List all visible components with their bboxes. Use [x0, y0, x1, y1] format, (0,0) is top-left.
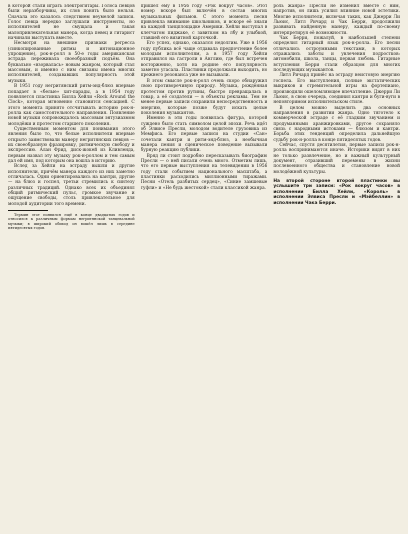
paragraph: роль жанра» Пресли не изменил вместе с ним, напротив, он лишь усилил влияние новой эстетики. Многие исполнители, включая таких, как Джерри Ли Льюис, Литл Ричард и Чак Берри, продолжили развивать найденную манеру, каждый по-своему интерпретируя её возможности.	[273, 4, 401, 36]
paragraph: Чак Берри, пожалуй, в наибольшей степени определил гитарный язык рок-н-ролла. Его песни отличались остроумными текстами, в которых отражались заботы и увлечения подростков: автомобили, школа, танцы, первая любовь. Гитарные вступления Берри стали образцом для многих последующих музыкантов.	[273, 36, 401, 74]
paragraph: Вслед за Хейли на эстраду вышли и другие исполнители, причём манера каждого из них заметно отличалась. Одни ориентировались на кантри, другие — на блюз и госпел, третьи стремились к синтезу различных традиций. Однако всех их объединял общий ритмический пульс, громкое звучание и ощущение свободы, столь привлекательное для молодой аудитории того времени.	[8, 164, 135, 207]
text-column-right	[273, 4, 400, 526]
paragraph: Литл Ричард принёс на эстраду неистовую энергию госпела. Его выступления, полные экстатических выкриков и стремительной игры на фортепиано, производили ошеломляющее впечатление. Джерри Ли Льюис, в свою очередь, соединил кантри и буги-вуги в неповторимом исполнительском стиле.	[273, 73, 401, 106]
book-page	[8, 4, 400, 526]
paragraph: В этом смысле рок-н-ролл очень скоро обнаружил свою противоречивую природу. Музыка, рождённая протестом против рутины, быстро превращалась в товар, а её создатели — в объекты рекламы. Тем не менее первые записи сохранили непосредственность и энергию, которые позже будут искать целые поколения музыкантов.	[140, 78, 268, 116]
paragraph: В целом можно выделить два основных направления в развитии жанра. Одно тяготело к коммерческой эстраде с её гладким звучанием и продуманными аранжировками, другое сохраняло связь с народными истоками — блюзом и кантри. Борьба этих тенденций определила дальнейшую судьбу рок-н-ролла в конце пятидесятых годов.	[273, 105, 401, 143]
text-column-middle	[141, 4, 268, 526]
paragraph: Вряд ли стоит подробно пересказывать биографию Пресли — о ней писали очень много. Отметим лишь, что его первые выступления на телевидении в 1956 году стали событием национального масштаба, а пластинки расходились миллионными тиражами. Песни «Отель разбитых сердец», «Синие замшевые туфли» и «Не будь жестокой» стали классикой жанра.	[140, 153, 268, 191]
paragraph: Его успех, однако, оказался недолгим. Уже в 1956 году публика всё чаще отдавала предпочтение более молодым исполнителям, а в 1957 году Хейли отправился на гастроли в Англию, где был встречен восторженно, хотя на родине его популярность заметно угасала. Пластинки продолжали выходить, но прежнего резонанса уже не вызывали.	[140, 41, 268, 79]
paragraph: Именно в эти годы появилась фигура, которой суждено было стать символом целой эпохи. Речь идёт об Элвисе Пресли, молодом водителе грузовика из Мемфиса. Его первые записи на студии «Сан» сочетали кантри и ритм-энд-блюз, а необычная манера пения и сценическое поведение вызывали бурную реакцию публики.	[140, 116, 268, 154]
footnote-divider	[8, 210, 48, 211]
record-caption: На второй стороне второй пластинки вы услышите три записи: «Рок вокруг часов» в исполнении Билла Хейли, «Король» в исполнении Элвиса Пресли и «Мэйбеллин» в исполнении Чака Берри.	[273, 179, 401, 206]
paragraph: В 1951 году негритянский ритм-энд-блюз впервые попадает в «белые» хит-парады, а в 1954 году появляется пластинка Билла Хейли «Rock Around the Clock», которая мгновенно становится сенсацией. С этого момента принято отсчитывать историю рок-н-ролла как самостоятельного направления. Появление новой музыки сопровождалось массовым энтузиазмом молодёжи и протестом старшего поколения.	[8, 84, 135, 127]
paragraph: в которой стали играть электрогитары. Голоса певцов были неразборчивы, их слов понять было нельзя. Сначала это казалось следствием неумелой записи. Голос певца нередко заглушали инструменты, но исполнителей не смущала и такая малопривлекательная манера, когда певец и гитарист начинали выступать вместе.	[8, 4, 135, 42]
paragraph: пришёл ему в 1956 году «Рок вокруг часов». Этот номер вскоре был включён в состав многих музыкальных фильмов. С этого момента песня привлекла внимание школьников, и вскоре её знали на каждой танцплощадке Америки. Хейли выступал в клетчатом пиджаке, с завитком на лбу и улыбкой, ставшей его визитной карточкой.	[140, 4, 268, 42]
text-column-left	[8, 4, 135, 526]
footnote: Термин этот появился ещё в конце двадцатых годов и относился к различным формам негритянской танцевальной музыки; в широкий обиход он вошёл лишь в середине пятидесятых годов.	[8, 213, 135, 231]
paragraph: Несмотря на внешние признаки регресса (синкопированные ритмы и интонационное упрощение), рок-н-ролл в 50-е годы американская эстрада переживала своеобразный подъём. Она буквально «взорвалась» новым жанром, который стал массовым, и именно с ним связаны имена многих исполнителей, создававших популярность этой музыки.	[8, 41, 135, 84]
paragraph: Существенным моментом для понимания этого явления было то, что белые исполнители впервые открыто заимствовали манеру негритянских певцов — их своеобразную фразировку, ритмическую свободу и экспрессию. Алан Фрид, диск-жокей из Кливленда, первым назвал эту музыку рок-н-роллом и тем самым дал ей имя, под которым она вошла в историю.	[8, 126, 135, 164]
paragraph: Сейчас, спустя десятилетия, первые записи рок-н-ролла воспринимаются иначе. Историки видят в них не только развлечение, но и важный культурный документ, отразивший перемены в жизни послевоенного общества и становление новой молодёжной культуры.	[273, 142, 401, 175]
